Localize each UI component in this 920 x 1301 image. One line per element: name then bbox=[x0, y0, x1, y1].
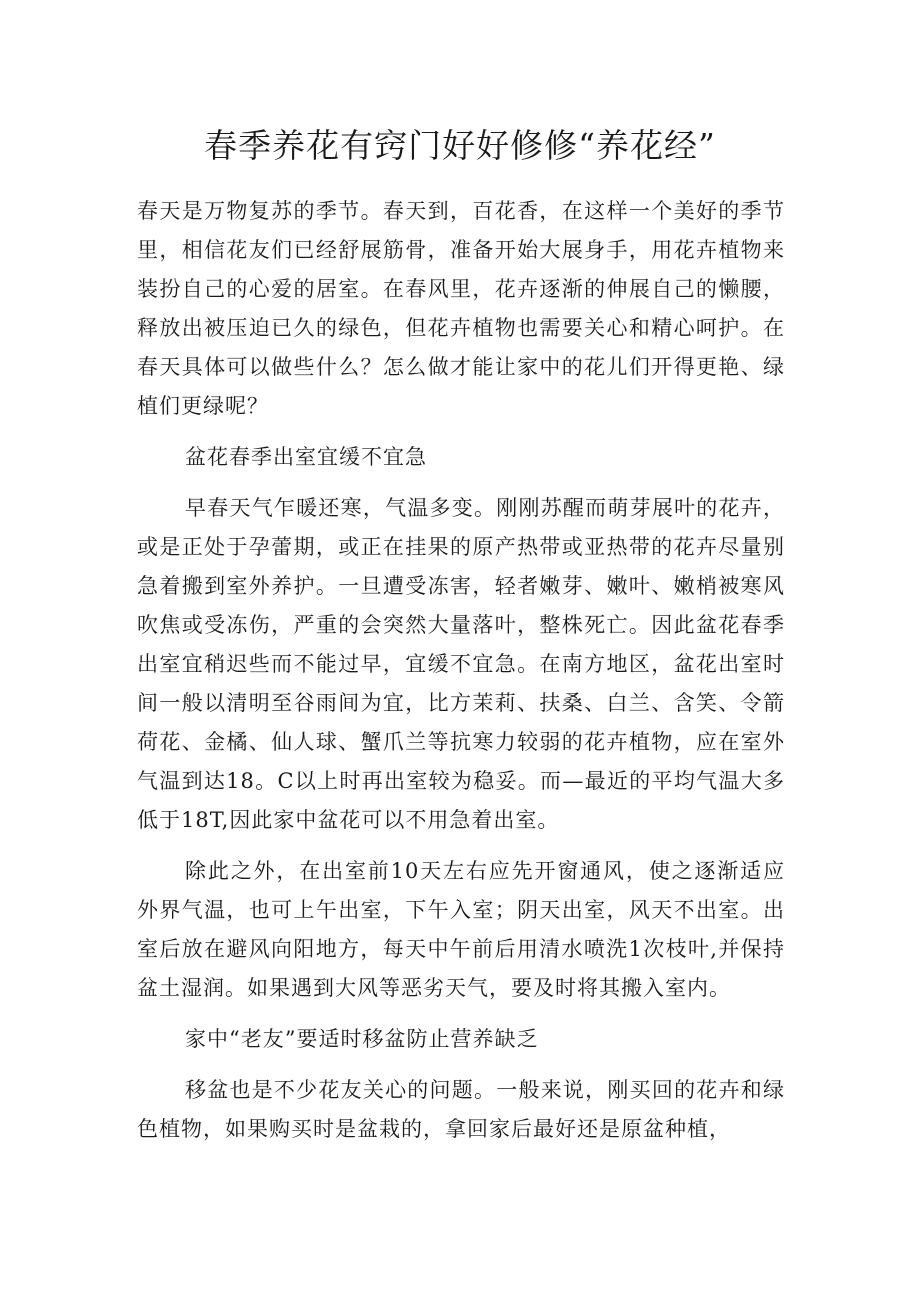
paragraph-early-spring: 早春天气乍暖还寒，气温多变。刚刚苏醒而萌芽展叶的花卉，或是正处于孕蕾期，或正在挂果的原产热带或亚热带的花卉尽量别急着搬到室外养护。一旦遭受冻害，轻者嫩芽、嫩叶、嫩梢被寒风吹焦或受冻伤，严重的会突然大量落叶，整株死亡。因此盆花春季出室宜稍迟些而不能过早，宜缓不宜急。在南方地区，盆花出室时间一般以清明至谷雨间为宜，比方茉莉、扶桑、白兰、含笑、令箭荷花、金橘、仙人球、蟹爪兰等抗寒力较弱的花卉植物，应在室外气温到达18。C以上时再出室较为稳妥。而—最近的平均气温大多低于18T,因此家中盆花可以不用急着出室。 bbox=[137, 496, 785, 832]
intro-paragraph: 春天是万物复苏的季节。春天到，百花香，在这样一个美好的季节里，相信花友们已经舒展筋骨，准备开始大展身手，用花卉植物来装扮自己的心爱的居室。在春风里，花卉逐渐的伸展自己的懒腰，释放出被压迫已久的绿色，但花卉植物也需要关心和精心呵护。在春天具体可以做些什么？怎么做才能让家中的花儿们开得更艳、绿植们更绿呢？ bbox=[137, 199, 785, 418]
section-heading-outdoor: 盆花春季出室宜缓不宜急 bbox=[185, 445, 427, 469]
document-title: 春季养花有窍门好好修修“养花经” bbox=[204, 126, 716, 165]
paragraph-repotting: 移盆也是不少花友关心的问题。一般来说，刚买回的花卉和绿色植物，如果购买时是盆栽的，拿回家后最好还是原盆种植， bbox=[137, 1078, 785, 1141]
document-body bbox=[137, 192, 785, 1161]
paragraph-ventilation: 除此之外，在出室前10天左右应先开窗通风，使之逐渐适应外界气温，也可上午出室，下午入室；阴天出室，风天不出室。出室后放在避风向阳地方，每天中午前后用清水喷洗1次枝叶,并保持盆土湿润。如果遇到大风等恶劣天气，要及时将其搬入室内。 bbox=[137, 859, 785, 1000]
section-heading-repotting: 家中“老友”要适时移盆防止营养缺乏 bbox=[185, 1027, 539, 1051]
